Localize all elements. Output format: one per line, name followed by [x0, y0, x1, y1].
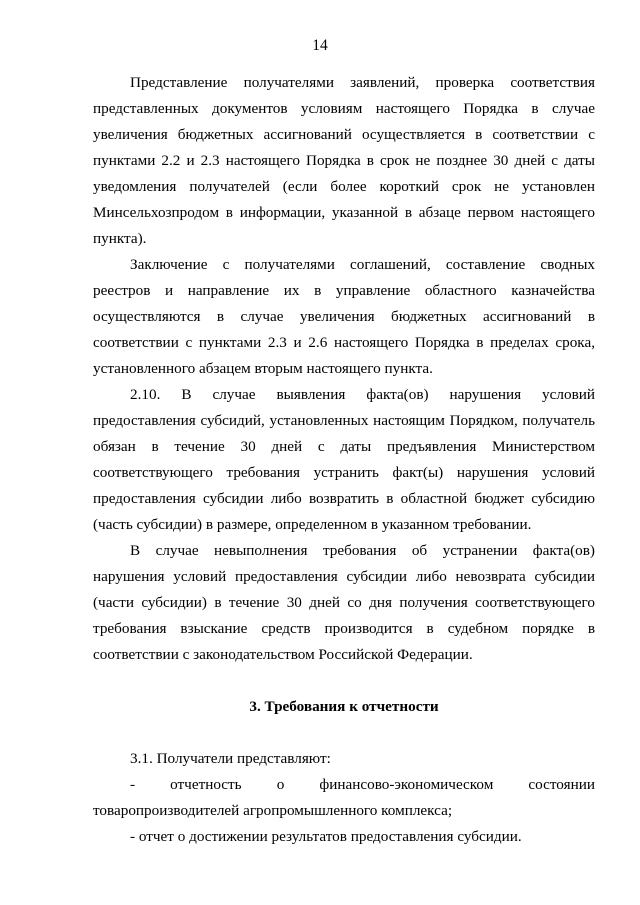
paragraph-3-1: 3.1. Получатели представляют:	[130, 750, 331, 767]
paragraph-agreements: Заключение с получателями соглашений, составление сводных реестров и направление их в управление областного казначейства осуществляются в случае увеличения бюджетных ассигнований в соответствии с пунктами 2.3 и 2.6 настоящего Порядка в пределах срока, установленного абзацем вторым настоящего пункта.	[93, 256, 595, 377]
paragraph-applications-review: Представление получателями заявлений, проверка соответствия представленных документов условиям настоящего Порядка в случае увеличения бюджетных ассигнований осуществляется в соответствии с пунктами 2.2 и 2.3 настоящего Порядка в срок не позднее 30 дней с даты уведомления получателей (если более короткий срок не установлен Минсельхозпродом в информации, указанной в абзаце первом настоящего пункта).	[93, 74, 595, 247]
spacer	[93, 720, 595, 746]
spacer	[93, 668, 595, 694]
section-heading: 3. Требования к отчетности	[249, 698, 439, 715]
paragraph-2-10-violations: 2.10. В случае выявления факта(ов) нарушения условий предоставления субсидий, установленных настоящим Порядком, получатель обязан в течение 30 дней с даты предъявления Министерством соответствующего требования устранить факт(ы) нарушения условий предоставления субсидии либо возвратить в областной бюджет субсидию (часть субсидии) в размере, определенном в указанном требовании.	[93, 386, 595, 533]
document-body	[93, 70, 595, 850]
paragraph-recovery: В случае невыполнения требования об устранении факта(ов) нарушения условий предоставления субсидии либо невозврата субсидии (части субсидии) в течение 30 дней со дня получения соответствующего требования взыскание средств производится в судебном порядке в соответствии с законодательством Российской Федерации.	[93, 542, 595, 663]
page-number: 14	[312, 37, 328, 54]
list-item-financial-reporting: - отчетность о финансово-экономическом состоянии товаропроизводителей агропромышленного комплекса;	[93, 776, 595, 819]
list-item-results-report: - отчет о достижении результатов предоставления субсидии.	[130, 828, 522, 845]
